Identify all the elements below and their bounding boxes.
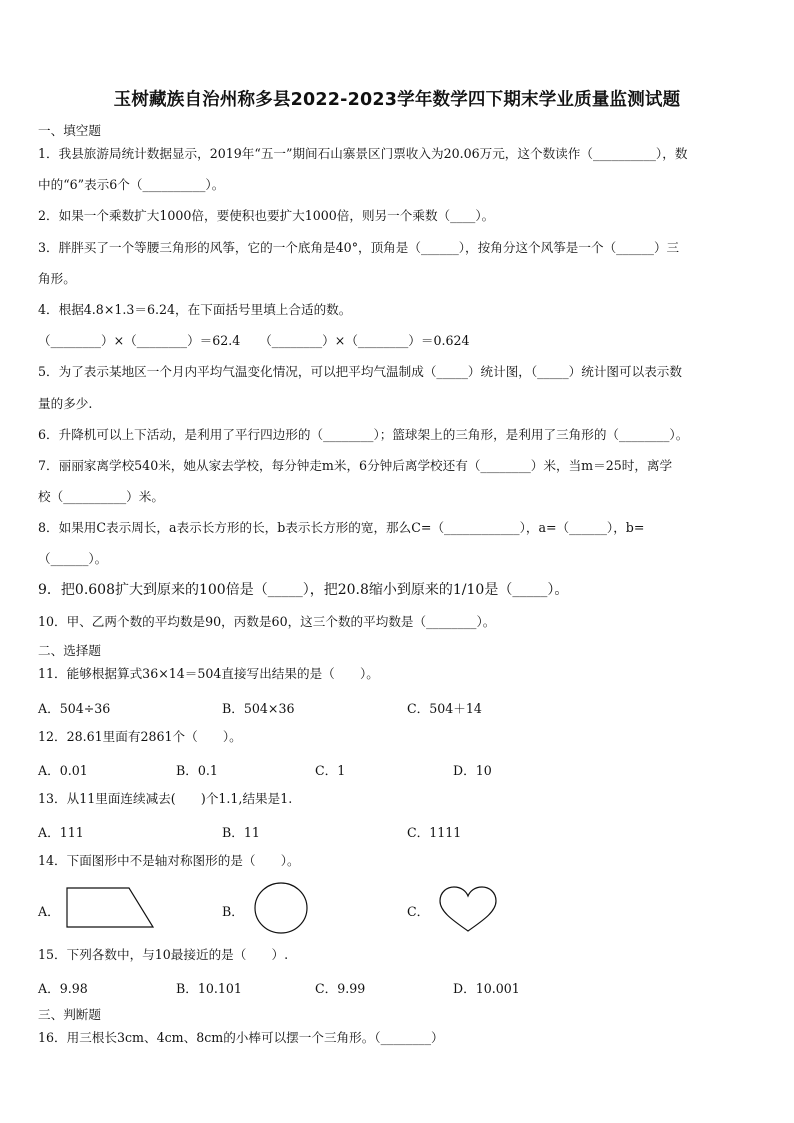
question-12: 12．28.61里面有2861个（ ）。 xyxy=(38,729,242,744)
question-14: 14．下面图形中不是轴对称图形的是（ ）。 xyxy=(38,853,300,868)
question-12-option-a: A．0.01 xyxy=(38,763,88,778)
question-15: 15．下列各数中，与10最接近的是（ ）. xyxy=(38,947,289,962)
question-14-option-c: C． xyxy=(407,904,430,919)
question-11-option-a: A．504÷36 xyxy=(38,701,111,716)
question-15-option-c: C．9.99 xyxy=(315,981,366,996)
question-12-option-c: C．1 xyxy=(315,763,346,778)
question-7-line-1: 7．丽丽家离学校540米，她从家去学校，每分钟走m米，6分钟后离学校还有（________）米，当m＝25时，离学 xyxy=(38,458,673,473)
question-13-option-c: C．1111 xyxy=(407,825,462,840)
question-12-option-d: D．10 xyxy=(453,763,492,778)
question-4-line-1: 4．根据4.8×1.3＝6.24，在下面括号里填上合适的数。 xyxy=(38,302,352,317)
question-2: 2．如果一个乘数扩大1000倍，要使积也要扩大1000倍，则另一个乘数（____）。 xyxy=(38,208,495,223)
question-3-line-1: 3．胖胖买了一个等腰三角形的风筝，它的一个底角是40°，顶角是（______），按角分这个风筝是一个（______）三 xyxy=(38,240,680,255)
question-9: 9．把0.608扩大到原来的100倍是（_____），把20.8缩小到原来的1/10是（_____）。 xyxy=(38,582,569,598)
question-5-line-1: 5．为了表示某地区一个月内平均气温变化情况，可以把平均气温制成（_____）统计图，（_____）统计图可以表示数 xyxy=(38,364,682,379)
question-15-option-d: D．10.001 xyxy=(453,981,520,996)
question-10: 10．甲、乙两个数的平均数是90，丙数是60，这三个数的平均数是（________）。 xyxy=(38,614,496,629)
section-heading-choice: 二、选择题 xyxy=(38,643,101,658)
question-5-line-2: 量的多少. xyxy=(38,396,93,411)
question-14-option-a: A． xyxy=(38,904,60,919)
question-11: 11．能够根据算式36×14＝504直接写出结果的是（ ）。 xyxy=(38,666,379,681)
question-11-option-b: B．504×36 xyxy=(222,701,295,716)
trapezoid-icon xyxy=(64,886,156,930)
question-12-option-b: B．0.1 xyxy=(176,763,218,778)
question-1-line-1: 1．我县旅游局统计数据显示，2019年“五一”期间石山寨景区门票收入为20.06万元，这个数读作（__________），数 xyxy=(38,146,688,161)
question-13-option-b: B．11 xyxy=(222,825,260,840)
question-16: 16．用三根长3cm、4cm、8cm的小棒可以摆一个三角形。（________） xyxy=(38,1030,444,1045)
question-3-line-2: 角形。 xyxy=(38,271,76,286)
question-11-option-c: C．504＋14 xyxy=(407,701,482,716)
section-heading-judge: 三、判断题 xyxy=(38,1007,101,1022)
question-8-line-2: （______）。 xyxy=(38,551,108,566)
question-8-line-1: 8．如果用C表示周长，a表示长方形的长，b表示长方形的宽，那么C=（____________），a=（______），b= xyxy=(38,520,645,535)
circle-icon xyxy=(251,881,311,935)
question-13: 13．从11里面连续减去( )个1.1,结果是1. xyxy=(38,791,293,806)
question-15-option-a: A．9.98 xyxy=(38,981,88,996)
question-15-option-b: B．10.101 xyxy=(176,981,242,996)
question-1-line-2: 中的“6”表示6个（__________）。 xyxy=(38,177,225,192)
page-title: 玉树藏族自治州称多县2022-2023学年数学四下期末学业质量监测试题 xyxy=(113,90,681,110)
question-14-option-b: B． xyxy=(222,904,244,919)
question-13-option-a: A．111 xyxy=(38,825,84,840)
heart-icon xyxy=(436,885,500,935)
section-heading-fill: 一、填空题 xyxy=(38,123,101,138)
question-6: 6．升降机可以上下活动，是利用了平行四边形的（________）；篮球架上的三角形，是利用了三角形的（________）。 xyxy=(38,427,689,442)
question-4-line-2: （________）×（________）＝62.4 （________）×（________）＝0.624 xyxy=(38,333,470,348)
question-7-line-2: 校（__________）米。 xyxy=(38,489,164,504)
